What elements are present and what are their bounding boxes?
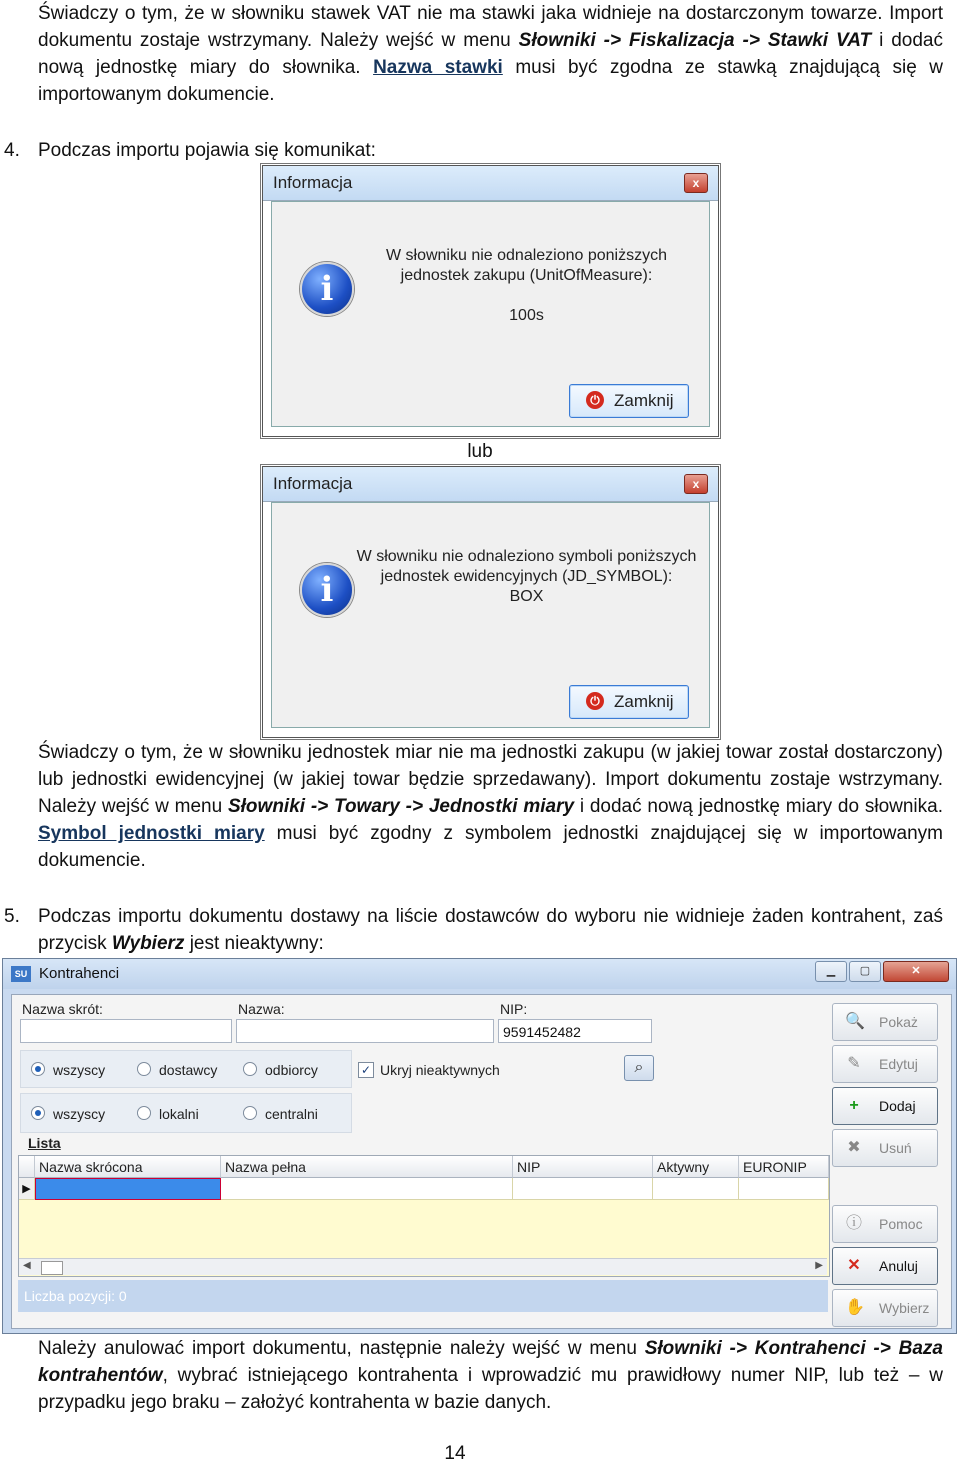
add-button[interactable]: + Dodaj: [832, 1087, 938, 1125]
cancel-button[interactable]: ✕ Anuluj: [832, 1247, 938, 1285]
info-icon: i: [300, 563, 354, 617]
unit-paragraph: Świadczy o tym, że w słowniku jednostek miar nie ma jednostki zakupu (w jakiej towar został dostarczony) lub jednostki ewidencyjnej (w jakiej towar będzie sprzedawany). Import dokumentu zostaje wstrzymany. Należy wejść w menu Słowniki -> Towary -> Jednostki miary i dodać nową jednostkę miary do słownika. Symbol jednostki miary musi być zgodny z symbolem jednostki znajdującej się w importowanym dokumencie.: [38, 742, 943, 871]
choose-button-mention: Wybierz: [111, 933, 185, 954]
dialog-title: Informacja: [273, 173, 353, 192]
radio-suppliers[interactable]: dostawcy: [137, 1061, 217, 1079]
contractors-window: [2, 958, 957, 1334]
col-full-name[interactable]: Nazwa pełna: [221, 1156, 513, 1178]
window-title: Kontrahenci: [39, 965, 120, 982]
info-dialog-1: [262, 165, 719, 437]
magnifier-icon: 🔍: [845, 1013, 865, 1030]
missing-unit-value: 100s: [509, 307, 544, 324]
short-name-label: Nazwa skrót:: [22, 1001, 103, 1017]
radio-all[interactable]: wszyscy: [31, 1061, 105, 1079]
window-title-bar: [3, 959, 956, 989]
menu-path-units: Słowniki -> Towary -> Jednostki miary: [227, 796, 575, 817]
item-5-number: 5.: [4, 906, 20, 927]
instruction-paragraph: Należy anulować import dokumentu, następnie należy wejść w menu Słowniki -> Kontrahenci -> Baza kontrahentów, wybrać istniejącego kontrahenta i wprowadzić mu prawidłowy numer NIP, lub też – w przypadku jego braku – założyć kontrahenta w bazie danych.: [38, 1338, 943, 1413]
filter-group-type: [20, 1050, 352, 1088]
hide-inactive-checkbox[interactable]: ✓ Ukryj nieaktywnych: [358, 1061, 500, 1079]
col-short-name[interactable]: Nazwa skrócona: [35, 1156, 221, 1178]
close-icon[interactable]: ✕: [883, 961, 949, 982]
close-button[interactable]: ⏻ Zamknij: [569, 685, 689, 719]
col-nip[interactable]: NIP: [513, 1156, 653, 1178]
dialog-title-bar: [263, 467, 718, 502]
check-icon: ✓: [358, 1062, 374, 1078]
app-icon: SU: [11, 966, 31, 982]
search-icon[interactable]: ⌕: [624, 1055, 654, 1081]
plus-icon: +: [849, 1097, 859, 1114]
maximize-icon[interactable]: ▢: [849, 961, 881, 982]
power-icon: ⏻: [586, 391, 604, 409]
radio-customers[interactable]: odbiorcy: [243, 1061, 318, 1079]
show-button: 🔍 Pokaż: [832, 1003, 938, 1041]
menu-path-contractors: Słowniki -> Kontrahenci -> Baza kontrahentów: [38, 1338, 943, 1386]
radio-central[interactable]: centralni: [243, 1105, 318, 1123]
scroll-left-icon[interactable]: ◀: [23, 1260, 31, 1271]
missing-symbol-value: BOX: [509, 588, 544, 605]
item-4-text: Podczas importu pojawia się komunikat:: [38, 140, 376, 161]
menu-path-vat: Słowniki -> Fiskalizacja -> Stawki VAT: [518, 30, 872, 51]
item-5-text: Podczas importu dokumentu dostawy na liście dostawców do wyboru nie widnieje żaden kontrahent, zaś przycisk Wybierz jest nieaktywny:: [38, 906, 943, 954]
filter-group-scope: [20, 1093, 352, 1133]
row-pointer-icon: ▶: [19, 1178, 35, 1200]
contractors-grid: [18, 1155, 830, 1277]
underlined-term-rate-name: Nazwa stawki: [373, 57, 503, 78]
status-bar: Liczba pozycji: 0: [18, 1280, 828, 1312]
name-label: Nazwa:: [238, 1001, 285, 1017]
edit-icon: ✎: [847, 1055, 861, 1072]
handshake-icon: ✋: [845, 1299, 865, 1316]
table-cell[interactable]: [739, 1178, 829, 1200]
info-dialog-2: [262, 466, 719, 738]
selected-cell[interactable]: [35, 1178, 221, 1200]
underlined-term-unit-symbol: Symbol jednostki miary: [38, 823, 265, 844]
vat-rate-paragraph: Świadczy o tym, że w słowniku stawek VAT nie ma stawki jaka widnieje na dostarczonym towarze. Import dokumentu zostaje wstrzymany. Należy wejść w menu Słowniki -> Fiskalizacja -> Stawki VAT i dodać nową jednostkę miary do słownika. Nazwa stawki musi być zgodna ze stawką znajdującą się w importowanym dokumencie.: [38, 3, 944, 105]
dialog-message: W słowniku nie odnaleziono symboli poniższych jednostek ewidencyjnych (JD_SYMBOL): BOX: [352, 547, 701, 607]
item-4-number: 4.: [4, 140, 20, 161]
choose-button: ✋ Wybierz: [832, 1289, 938, 1327]
power-icon: ⏻: [586, 692, 604, 710]
radio-all-scope[interactable]: wszyscy: [31, 1105, 105, 1123]
close-icon[interactable]: x: [684, 474, 708, 494]
col-active[interactable]: Aktywny: [653, 1156, 739, 1178]
page-number: 14: [444, 1443, 466, 1464]
help-icon: ⓘ: [845, 1215, 862, 1232]
minimize-icon[interactable]: ▁: [815, 961, 847, 982]
horizontal-scrollbar[interactable]: [19, 1258, 827, 1275]
window-content: [11, 994, 952, 1329]
nip-label: NIP:: [500, 1001, 528, 1017]
close-icon[interactable]: x: [684, 173, 708, 193]
nip-input[interactable]: 9591452482: [498, 1019, 652, 1043]
table-cell[interactable]: [653, 1178, 739, 1200]
dialog-body: [271, 502, 710, 728]
help-button: ⓘ Pomoc: [832, 1205, 938, 1243]
cross-icon: ✕: [847, 1257, 861, 1274]
dialog-body: [271, 201, 710, 427]
row-header-corner: [19, 1156, 35, 1178]
table-cell[interactable]: [221, 1178, 513, 1200]
col-euronip[interactable]: EURONIP: [739, 1156, 829, 1178]
dialog-message: W słowniku nie odnaleziono poniższych jednostek zakupu (UnitOfMeasure): 100s: [352, 246, 701, 326]
scroll-right-icon[interactable]: ▶: [815, 1260, 823, 1271]
name-input[interactable]: [236, 1019, 494, 1043]
scroll-thumb[interactable]: [41, 1261, 63, 1275]
info-icon: i: [300, 262, 354, 316]
delete-button: ✖ Usuń: [832, 1129, 938, 1167]
radio-local[interactable]: lokalni: [137, 1105, 199, 1123]
list-label: Lista: [28, 1135, 61, 1151]
or-label: lub: [467, 441, 493, 462]
delete-icon: ✖: [847, 1139, 861, 1156]
table-cell[interactable]: [513, 1178, 653, 1200]
short-name-input[interactable]: [20, 1019, 232, 1043]
close-button[interactable]: ⏻ Zamknij: [569, 384, 689, 418]
dialog-title: Informacja: [273, 474, 353, 493]
edit-button: ✎ Edytuj: [832, 1045, 938, 1083]
dialog-title-bar: [263, 166, 718, 201]
